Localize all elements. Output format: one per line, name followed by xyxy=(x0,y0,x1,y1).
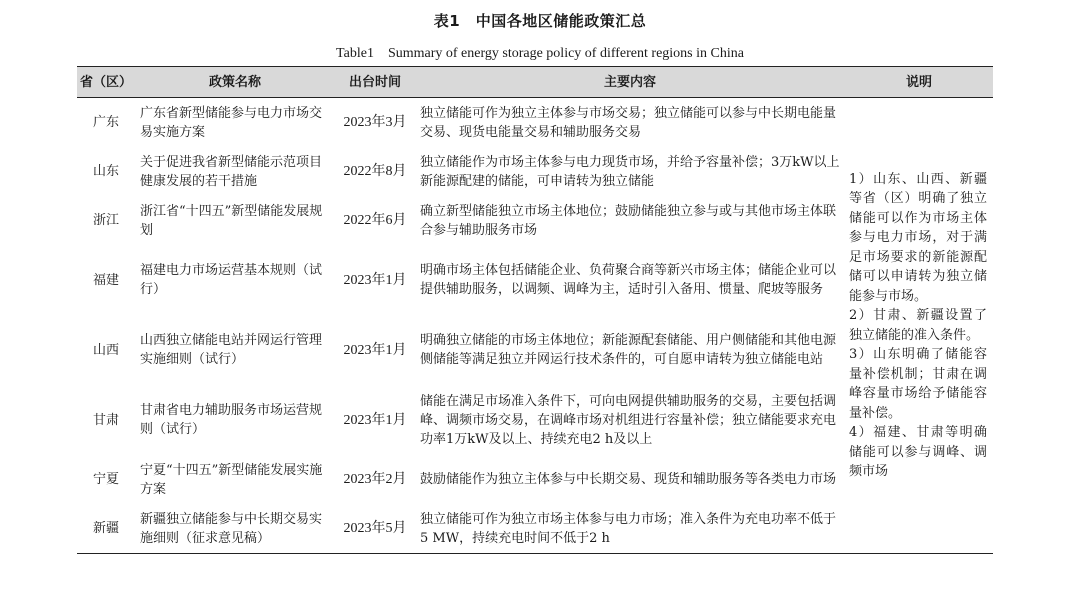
note-item: 3）山东明确了储能容量补偿机制；甘肃在调峰容量市场给予储能容量补偿。 xyxy=(849,347,987,421)
cell-date: 2023年1月 xyxy=(343,342,407,358)
cell-content: 独立储能可作为独立主体参与市场交易；独立储能可以参与中长期电能量交易、现货电能量交易和辅助服务交易 xyxy=(420,105,837,140)
table-header-row xyxy=(77,67,993,98)
note-item: 1）山东、山西、新疆等省（区）明确了独立储能可以作为市场主体参与电力市场，对于满足市场要求的新能源配储可以申请转为独立储能参与市场。 xyxy=(849,171,987,304)
cell-region: 甘肃 xyxy=(92,412,119,428)
cell-date: 2023年3月 xyxy=(343,115,407,130)
cell-date: 2023年1月 xyxy=(343,412,407,428)
cell-policy-name: 宁夏“十四五”新型储能发展实施方案 xyxy=(140,462,323,497)
cell-policy-name: 福建电力市场运营基本规则（试行） xyxy=(140,263,323,297)
cell-content: 确立新型储能独立市场主体地位；鼓励储能独立参与或与其他市场主体联合参与辅助服务市场 xyxy=(420,203,837,238)
cell-policy-name: 浙江省“十四五”新型储能发展规划 xyxy=(140,203,323,238)
cell-content: 明确独立储能的市场主体地位；新能源配套储能、用户侧储能和其他电源侧储能等满足独立并网运行技术条件的，可自愿申请转为独立储能电站 xyxy=(420,333,837,367)
header-content: 主要内容 xyxy=(415,67,845,98)
cell-policy-name: 甘肃省电力辅助服务市场运营规则（试行） xyxy=(140,403,323,437)
header-policy-name: 政策名称 xyxy=(135,67,335,98)
cell-policy-name: 关于促进我省新型储能示范项目健康发展的若干措施 xyxy=(140,154,323,189)
cell-content: 明确市场主体包括储能企业、负荷聚合商等新兴市场主体；储能企业可以提供辅助服务，以调频、调峰为主，适时引入备用、惯量、爬坡等服务 xyxy=(420,263,837,297)
note-item: 4）福建、甘肃等明确储能可以参与调峰、调频市场 xyxy=(849,425,987,479)
cell-date: 2022年8月 xyxy=(343,164,407,179)
cell-region: 新疆 xyxy=(77,504,135,554)
cell-region: 福建 xyxy=(92,272,119,288)
cell-content: 储能在满足市场准入条件下，可向电网提供辅助服务的交易，主要包括调峰、调频市场交易，在调峰市场对机组进行容量补偿；独立储能要求充电功率1万kW及以上、持续充电2 h及以上 xyxy=(420,393,837,447)
cell-region: 浙江 xyxy=(92,213,119,228)
policy-table xyxy=(77,66,993,554)
cell-date: 2022年6月 xyxy=(343,213,407,228)
cell-date: 2023年5月 xyxy=(335,504,415,554)
cell-policy-name: 广东省新型储能参与电力市场交易实施方案 xyxy=(140,105,323,140)
cell-region: 山西 xyxy=(92,342,119,358)
notes-cell xyxy=(845,98,993,554)
table-caption-english: Table1 Summary of energy storage policy of different regions in China xyxy=(336,46,744,61)
cell-region: 广东 xyxy=(92,115,119,130)
cell-policy-name: 山西独立储能电站并网运行管理实施细则（试行） xyxy=(140,333,323,367)
cell-date: 2023年1月 xyxy=(343,272,407,288)
header-note: 说明 xyxy=(845,67,993,98)
cell-content: 独立储能作为市场主体参与电力现货市场，并给予容量补偿；3万kW以上新能源配建的储能，可申请转为独立储能 xyxy=(420,154,840,189)
cell-date: 2023年2月 xyxy=(343,472,407,487)
header-date: 出台时间 xyxy=(335,67,415,98)
table-row xyxy=(77,98,993,148)
cell-region: 宁夏 xyxy=(92,472,119,487)
cell-content: 独立储能可作为独立市场主体参与电力市场；准入条件为充电功率不低于5 MW，持续充电时间不低于2 h xyxy=(415,504,845,554)
header-region: 省（区） xyxy=(77,67,135,98)
cell-policy-name: 新疆独立储能参与中长期交易实施细则（征求意见稿） xyxy=(135,504,335,554)
cell-region: 山东 xyxy=(92,164,119,179)
cell-content: 鼓励储能作为独立主体参与中长期交易、现货和辅助服务等各类电力市场 xyxy=(420,472,837,487)
table-caption-chinese: 表1 中国各地区储能政策汇总 xyxy=(433,12,647,30)
note-item: 2）甘肃、新疆设置了独立储能的准入条件。 xyxy=(849,308,987,343)
